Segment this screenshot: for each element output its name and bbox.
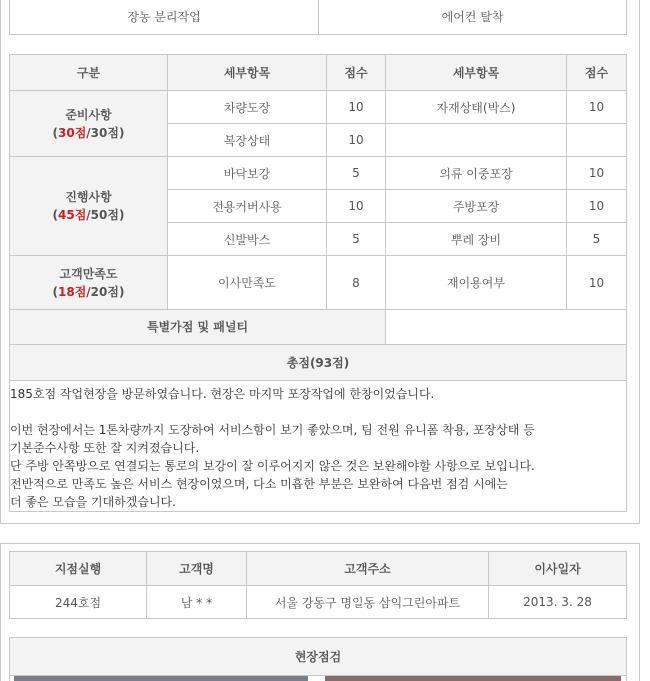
item-cell: 재이용여부 [386,256,567,310]
score-cell: 10 [567,91,627,124]
comment-line: 기본준수사항 또한 잘 지켜졌습니다. [10,441,200,455]
table-row [10,91,627,124]
item-cell: 자재상태(박스) [386,91,567,124]
inspection-header-table [9,637,627,681]
photo-thumbnail [325,676,621,681]
inspection-comment [9,380,627,512]
item-cell: 신발박스 [168,223,327,256]
col-header-item2: 세부항목 [386,55,567,91]
item-cell: 바닥보강 [168,157,327,190]
item-cell: 차량도장 [168,91,327,124]
branch-cell: 244호점 [10,586,147,619]
col-header-score1: 점수 [327,55,386,91]
date-cell: 2013. 3. 28 [489,586,627,619]
category-cell [10,256,168,310]
task-left: 장농 분리작업 [10,0,319,34]
category-score: (45점/50점) [52,208,125,222]
total-score: /30점) [86,125,125,140]
comment-line [10,403,626,421]
earned-score: 18점 [58,284,87,299]
col-header-score2: 점수 [567,55,627,91]
top-task-row [9,0,627,35]
comment-line: 전반적으로 만족도 높은 서비스 현장이었으며, 다소 미흡한 부분은 보완하여 다음번 점검 시에는 [10,477,508,491]
task-right: 에어컨 탈착 [319,0,627,34]
category-name: 진행사항 [65,190,112,204]
inspection-title: 현장점검 [10,638,627,676]
category-score: (18점/20점) [52,284,125,299]
total-score: /20점) [86,284,125,299]
category-name: 고객만족도 [59,266,118,281]
score-cell: 5 [567,223,627,256]
comment-line: 더 좋은 모습을 기대하겠습니다. [10,495,176,509]
col-header-customer: 고객명 [147,552,247,586]
special-row [10,310,627,345]
score-cell: 8 [327,256,386,310]
item-cell: 주방포장 [386,190,567,223]
earned-score: 30점 [58,125,87,140]
col-header-date: 이사일자 [489,552,627,586]
special-value [386,310,627,345]
score-cell [567,124,627,157]
category-cell [10,91,168,157]
score-cell: 10 [567,256,627,310]
score-table [9,54,627,381]
total-row [10,345,627,381]
item-cell [386,124,567,157]
score-cell: 10 [327,190,386,223]
col-header-address: 고객주소 [247,552,489,586]
score-cell: 5 [327,223,386,256]
score-cell: 10 [567,157,627,190]
item-cell: 전용커버사용 [168,190,327,223]
item-cell: 의류 이중포장 [386,157,567,190]
score-cell: 10 [327,124,386,157]
total-score-label: 총점(93점) [10,345,627,381]
category-score: (30점/30점) [52,125,125,140]
col-header-branch: 지점실행 [10,552,147,586]
special-label: 특별가점 및 패널티 [10,310,386,345]
score-cell: 5 [327,157,386,190]
col-header-item1: 세부항목 [168,55,327,91]
item-cell: 복장상태 [168,124,327,157]
table-row [10,157,627,190]
comment-line: 단 주방 안쪽방으로 연결되는 통로의 보강이 잘 이루어지지 않은 것은 보완해야할 사항으로 보입니다. [10,459,535,473]
item-cell: 이사만족도 [168,256,327,310]
photo-thumbnail [14,676,308,681]
customer-cell: 남 * * [147,586,247,619]
branch-info-table [9,551,627,619]
earned-score: 45점 [58,208,87,222]
category-cell [10,157,168,256]
table-row [10,256,627,310]
category-name: 준비사항 [65,107,112,122]
comment-line: 185호점 작업현장을 방문하였습니다. 현장은 마지막 포장작업에 한창이었습니다. [10,387,435,401]
score-cell: 10 [567,190,627,223]
item-cell: 뿌레 장비 [386,223,567,256]
comment-line: 이번 현장에서는 1톤차량까지 도장하여 서비스함이 보기 좋았으며, 팀 전원 유니폼 착용, 포장상태 등 [10,423,535,437]
col-header-category: 구분 [10,55,168,91]
score-cell: 10 [327,91,386,124]
address-cell: 서울 강동구 명일동 삼익그린아파트 [247,586,489,619]
table-row [10,586,627,619]
total-score: /50점) [86,208,125,222]
